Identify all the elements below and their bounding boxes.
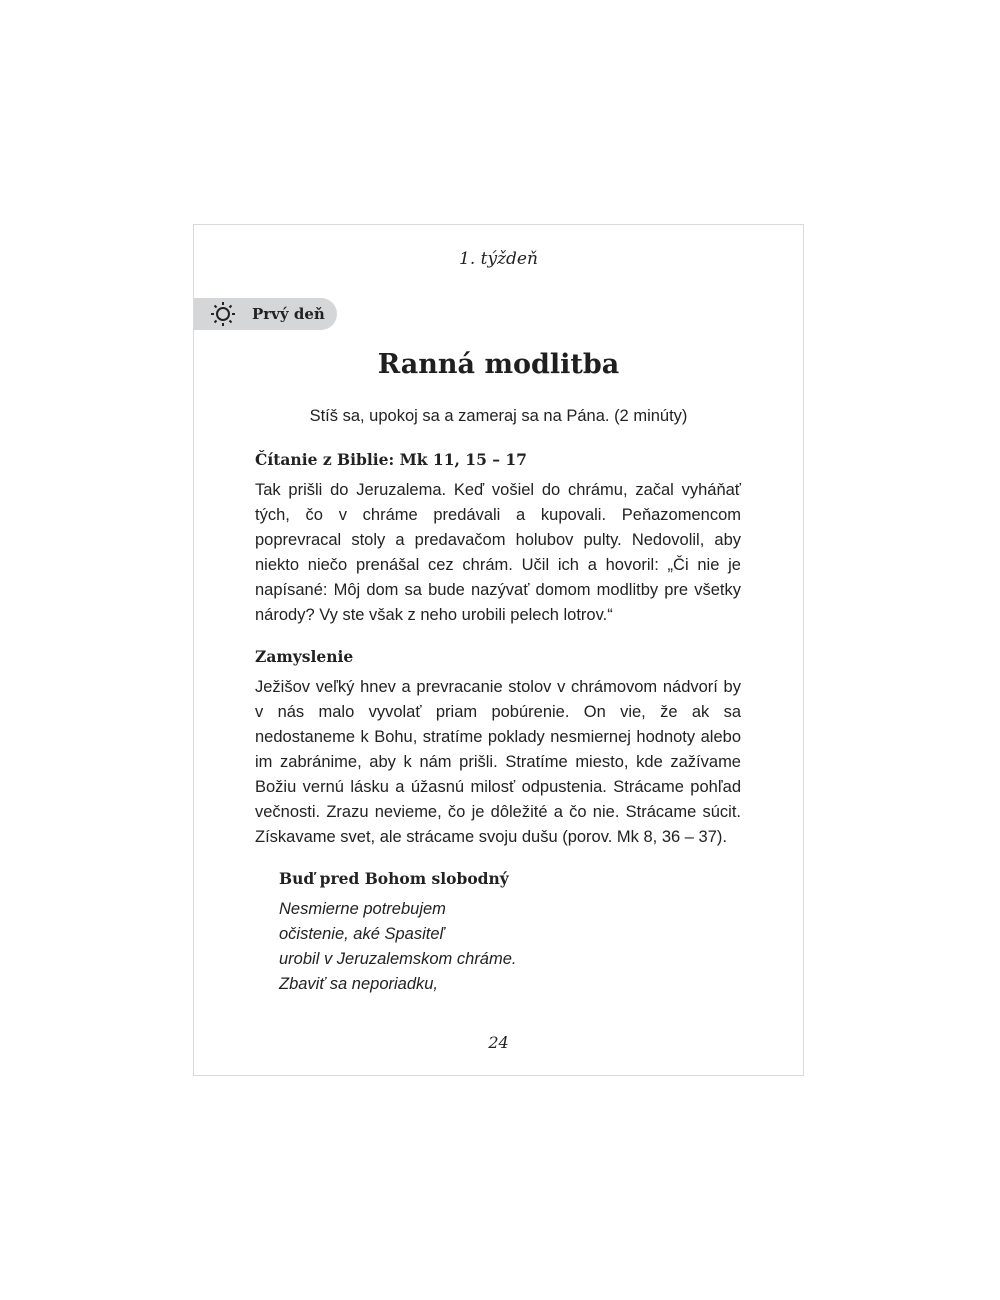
reflection-section <box>255 644 741 850</box>
reflection-heading: Zamyslenie <box>255 647 354 666</box>
poem-line: očistenie, aké Spasiteľ <box>279 925 445 943</box>
poem-line: Nesmierne potrebujem <box>279 900 446 918</box>
page-number: 24 <box>488 1033 509 1052</box>
reading-text: Tak prišli do Jeruzalema. Keď vošiel do chrámu, začal vyháňať tých, čo v chráme predávali a kupovali. Peňazomencom poprevracal stoly a predavačom holubov pulty. Nedovolil, aby niekto niečo prenášal cez chrám. Učil ich a hovoril: „Či nie je napísané: Môj dom sa bude nazývať domom modlitby pre všetky národy? Vy ste však z neho urobili pelech lotrov.“ <box>255 481 741 624</box>
poem-heading: Buď pred Bohom slobodný <box>279 869 509 888</box>
book-page <box>193 224 804 1076</box>
poem-line: Zbaviť sa neporiadku, <box>279 975 439 993</box>
day-tab <box>194 298 337 330</box>
day-label: Prvý deň <box>252 305 325 323</box>
week-header: 1. týždeň <box>459 249 538 269</box>
sun-icon <box>210 301 236 327</box>
poem-line: urobil v Jeruzalemskom chráme. <box>279 950 517 968</box>
page-title: Ranná modlitba <box>377 349 620 380</box>
reading-section <box>255 447 741 628</box>
reading-heading: Čítanie z Biblie: Mk 11, 15 – 17 <box>255 450 527 469</box>
instruction: Stíš sa, upokoj sa a zameraj sa na Pána. (2 minúty) <box>309 407 688 425</box>
reflection-text: Ježišov veľký hnev a prevracanie stolov v chrámovom nádvorí by v nás malo vyvolať priam pobúrenie. On vie, že ak sa nedostaneme k Bohu, stratíme poklady nesmiernej hodnoty alebo im zabránime, aby k nám prišli. Stratíme miesto, kde zažívame Božiu vernú lásku a úžasnú milosť odpustenia. Strácame pohľad večnosti. Zrazu nevieme, čo je dôležité a čo nie. Strácame súcit. Získavame svet, ale strácame svoju dušu (porov. Mk 8, 36 – 37). <box>255 678 741 846</box>
poem-section <box>279 866 739 997</box>
